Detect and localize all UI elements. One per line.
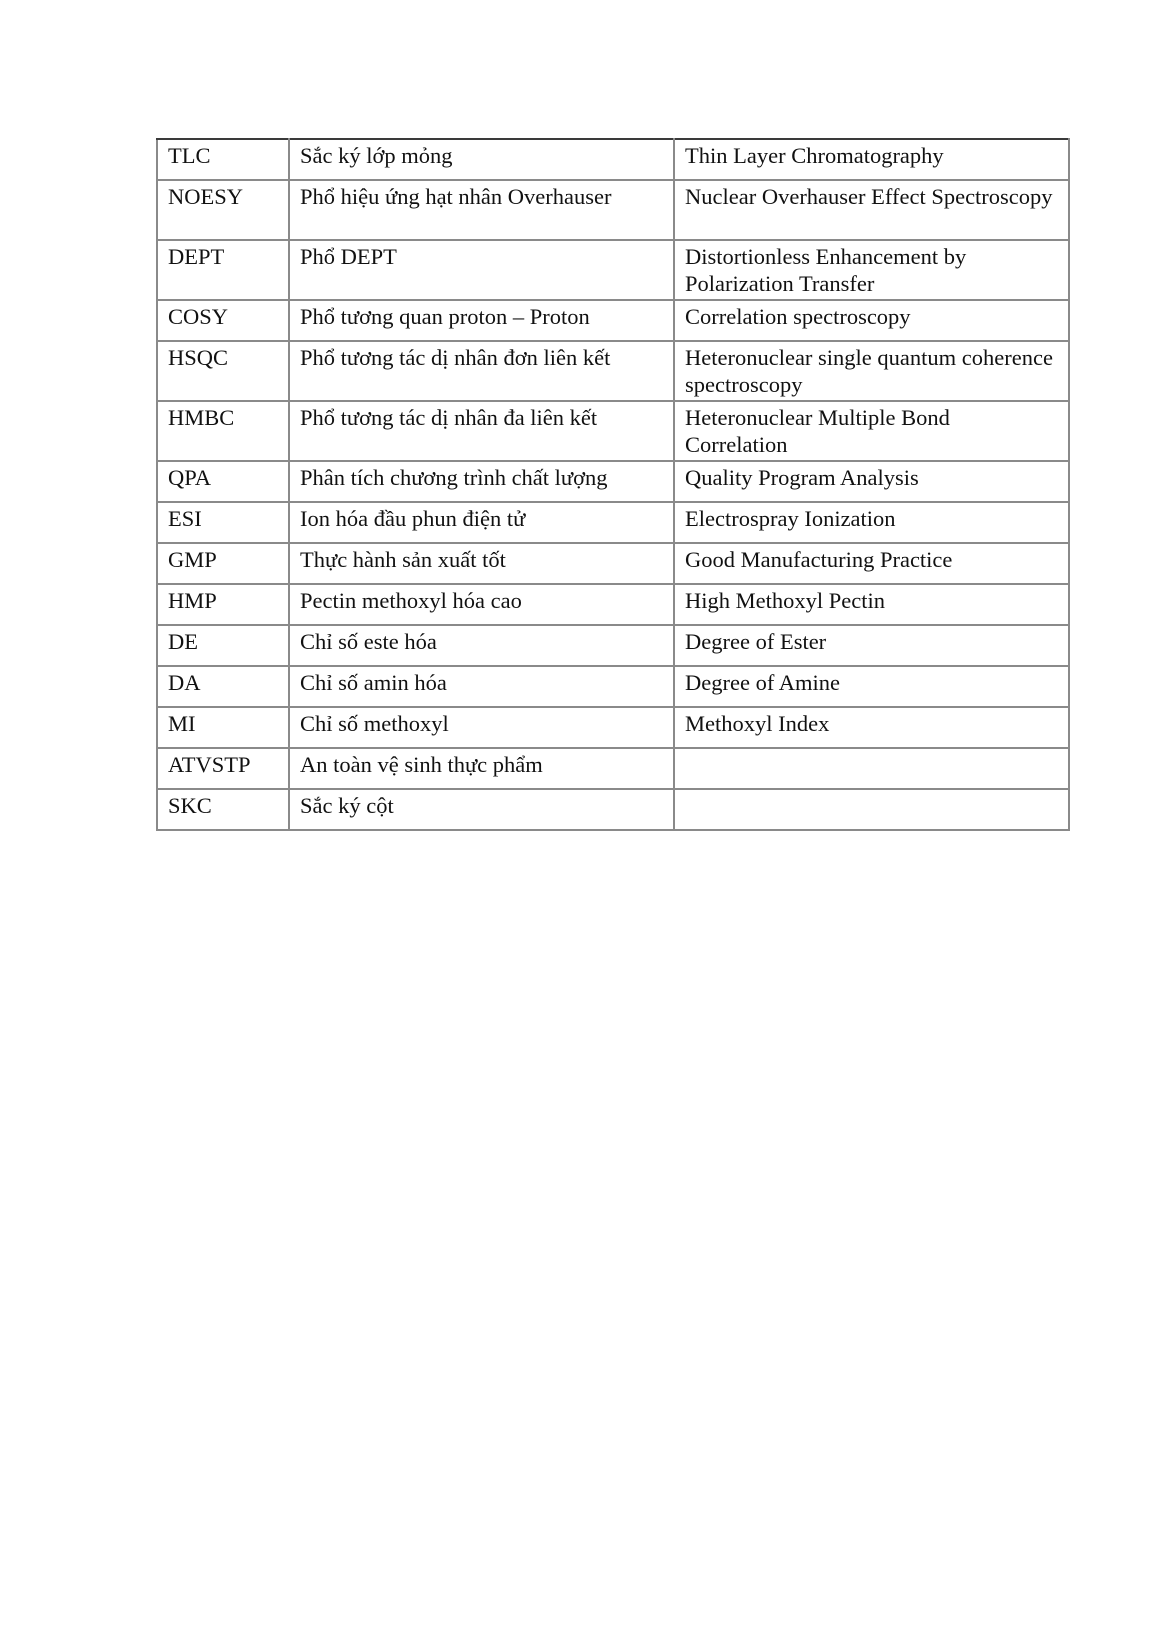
vietnamese-term-cell: Ion hóa đầu phun điện tử [289,502,674,543]
english-term-cell: Heteronuclear single quantum coherence spectroscopy [674,341,1069,401]
vietnamese-term-cell: Sắc ký cột [289,789,674,830]
english-term-cell [674,789,1069,830]
abbreviation-cell: COSY [157,300,289,341]
english-term-cell: Methoxyl Index [674,707,1069,748]
english-term-cell: High Methoxyl Pectin [674,584,1069,625]
vietnamese-term-cell: Phổ tương quan proton – Proton [289,300,674,341]
abbreviation-cell: ATVSTP [157,748,289,789]
table-row [157,341,1069,401]
abbreviations-table-body [157,139,1069,830]
table-row [157,240,1069,300]
abbreviation-cell: SKC [157,789,289,830]
english-term-cell: Electrospray Ionization [674,502,1069,543]
abbreviation-cell: DA [157,666,289,707]
vietnamese-term-cell: Phân tích chương trình chất lượng [289,461,674,502]
vietnamese-term-cell: Phổ tương tác dị nhân đa liên kết [289,401,674,461]
table-row [157,707,1069,748]
abbreviation-cell: MI [157,707,289,748]
vietnamese-term-cell: Pectin methoxyl hóa cao [289,584,674,625]
english-term-cell: Distortionless Enhancement by Polarization Transfer [674,240,1069,300]
english-term-cell: Nuclear Overhauser Effect Spectroscopy [674,180,1069,240]
table-row [157,180,1069,240]
table-row [157,502,1069,543]
abbreviation-cell: GMP [157,543,289,584]
table-row [157,300,1069,341]
abbreviation-cell: DEPT [157,240,289,300]
table-row [157,139,1069,180]
table-row [157,584,1069,625]
table-row [157,666,1069,707]
english-term-cell: Correlation spectroscopy [674,300,1069,341]
vietnamese-term-cell: Phổ tương tác dị nhân đơn liên kết [289,341,674,401]
vietnamese-term-cell: Phổ hiệu ứng hạt nhân Overhauser [289,180,674,240]
abbreviation-cell: TLC [157,139,289,180]
vietnamese-term-cell: Chỉ số este hóa [289,625,674,666]
vietnamese-term-cell: Thực hành sản xuất tốt [289,543,674,584]
english-term-cell: Degree of Ester [674,625,1069,666]
vietnamese-term-cell: Chỉ số amin hóa [289,666,674,707]
abbreviation-cell: HSQC [157,341,289,401]
table-row [157,625,1069,666]
vietnamese-term-cell: Chỉ số methoxyl [289,707,674,748]
table-row [157,748,1069,789]
abbreviation-cell: HMBC [157,401,289,461]
vietnamese-term-cell: An toàn vệ sinh thực phẩm [289,748,674,789]
english-term-cell [674,748,1069,789]
english-term-cell: Good Manufacturing Practice [674,543,1069,584]
table-row [157,543,1069,584]
vietnamese-term-cell: Phổ DEPT [289,240,674,300]
abbreviation-cell: ESI [157,502,289,543]
english-term-cell: Degree of Amine [674,666,1069,707]
english-term-cell: Quality Program Analysis [674,461,1069,502]
vietnamese-term-cell: Sắc ký lớp mỏng [289,139,674,180]
table-row [157,789,1069,830]
english-term-cell: Heteronuclear Multiple Bond Correlation [674,401,1069,461]
abbreviations-table [156,138,1070,831]
abbreviation-cell: NOESY [157,180,289,240]
english-term-cell: Thin Layer Chromatography [674,139,1069,180]
table-row [157,401,1069,461]
table-row [157,461,1069,502]
abbreviation-cell: HMP [157,584,289,625]
abbreviation-cell: DE [157,625,289,666]
abbreviation-cell: QPA [157,461,289,502]
